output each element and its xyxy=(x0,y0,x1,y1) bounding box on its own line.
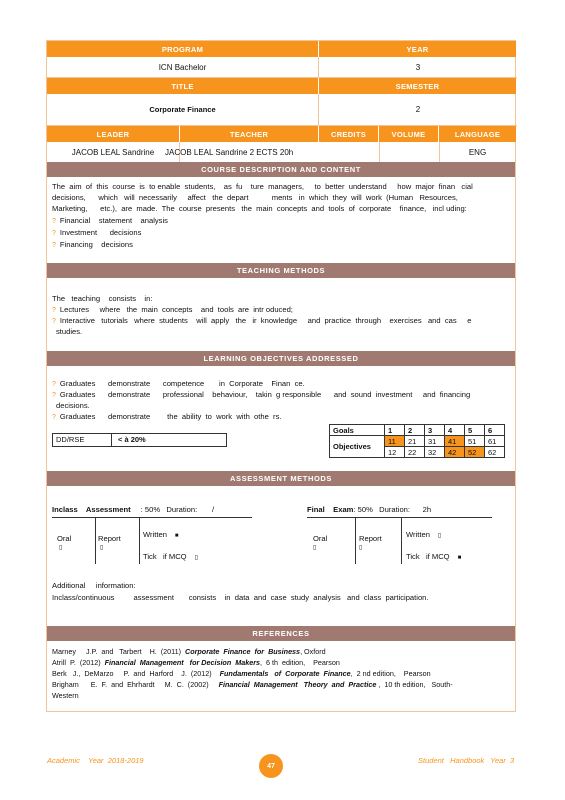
reference-4: Brigham E. F. and Ehrhardt M. C. (2002) Financial Management Theory and Practice , 10 th edition, South- xyxy=(52,680,453,689)
section-learning-objectives: LEARNING OBJECTIVES ADDRESSED xyxy=(47,351,515,366)
teaching-bullet-2: ? Interactive tutorials where students will apply the ir knowledge and practice through exercises and cas e xyxy=(52,316,472,325)
final-top-rule xyxy=(307,517,492,518)
ddrse-label: DD/RSE xyxy=(56,435,85,444)
inclass-oral-checkbox[interactable]: ▯ xyxy=(59,545,63,551)
bullet-icon: ? xyxy=(52,242,56,249)
goals-label: Goals xyxy=(330,425,385,436)
objective-bullet-1: ? Graduates demonstrate competence in Corporate Finan ce. xyxy=(52,379,305,388)
year-value: 3 xyxy=(319,57,517,78)
goal-number: 5 xyxy=(465,425,485,436)
inclass-report-checkbox[interactable]: ▯ xyxy=(100,545,104,551)
objective-cell: 62 xyxy=(485,447,505,458)
goal-number: 4 xyxy=(445,425,465,436)
inclass-oral: Oral xyxy=(57,534,72,543)
additional-info-text: Inclass/continuous assessment consists in data and case study analysis and class participation. xyxy=(52,593,429,602)
inclass-written: Written ■ xyxy=(143,530,179,539)
volume-label: VOLUME xyxy=(379,126,439,142)
course-sheet xyxy=(46,40,516,712)
credits-value xyxy=(379,142,380,162)
footer-handbook: Student Handbook Year 3 xyxy=(418,756,515,765)
ddrse-value: < à 20% xyxy=(118,435,146,444)
ddrse-divider xyxy=(111,434,112,446)
year-label: YEAR xyxy=(319,41,516,57)
reference-1: Marney J.P. and Tarbert H. (2011) Corporate Finance for Business, Oxford xyxy=(52,647,326,656)
final-report: Report xyxy=(359,534,382,543)
inclass-divider-2 xyxy=(139,518,140,564)
final-divider-1 xyxy=(355,518,356,564)
course-description-line2: decisions, which will necessarily affect the depart ments in which they will work (Human Resources, xyxy=(52,193,458,202)
section-teaching-methods: TEACHING METHODS xyxy=(47,263,515,278)
objectives-label: Objectives xyxy=(330,436,385,458)
bullet-icon: ? xyxy=(52,414,56,421)
goal-number: 3 xyxy=(425,425,445,436)
reference-2: Atrill P. (2012) Financial Management for Decision Makers, 6 th edition, Pearson xyxy=(52,658,340,667)
goals-table xyxy=(329,424,505,458)
objective-bullet-3: ? Graduates demonstrate the ability to work with othe rs. xyxy=(52,412,282,421)
bullet-icon: ? xyxy=(52,230,56,237)
page-number: 47 xyxy=(267,762,275,770)
additional-info-label: Additional information: xyxy=(52,581,136,590)
page-number-badge xyxy=(259,754,283,778)
final-tick-mcq: Tick if MCQ ■ xyxy=(406,552,462,561)
objective-cell: 31 xyxy=(425,436,445,447)
teaching-intro: The teaching consists in: xyxy=(52,294,153,303)
course-description-line1: The aim of this course is to enable students, as fu ture managers, to better understand how major finan cial xyxy=(52,182,473,191)
inclass-assessment: Inclass Assessment : 50% Duration: / xyxy=(52,505,215,514)
title-label: TITLE xyxy=(47,78,319,94)
objectives-row-1 xyxy=(330,436,505,447)
leader-label: LEADER xyxy=(47,126,180,142)
final-mcq-checkbox[interactable]: ■ xyxy=(457,555,462,561)
inclass-tick-mcq: Tick if MCQ ▯ xyxy=(143,552,198,561)
credits-label: CREDITS xyxy=(319,126,379,142)
course-bullet-2: ? Investment decisions xyxy=(52,228,142,237)
final-report-checkbox[interactable]: ▯ xyxy=(359,545,363,551)
teaching-bullet-2-cont: studies. xyxy=(56,327,83,336)
language-value: ENG xyxy=(468,147,487,157)
inclass-top-rule xyxy=(52,517,252,518)
inclass-written-checkbox[interactable]: ■ xyxy=(174,533,179,539)
bullet-icon: ? xyxy=(52,307,56,314)
inclass-divider-1 xyxy=(95,518,96,564)
objective-cell: 41 xyxy=(445,436,465,447)
bullet-icon: ? xyxy=(52,381,56,388)
section-references: REFERENCES xyxy=(47,626,515,641)
ddrse-box xyxy=(52,433,227,447)
goal-number: 2 xyxy=(405,425,425,436)
semester-value: 2 xyxy=(319,94,517,126)
final-oral-checkbox[interactable]: ▯ xyxy=(313,545,317,551)
title-value: Corporate Finance xyxy=(47,94,319,126)
reference-4-cont: Western xyxy=(52,691,79,700)
final-written-checkbox[interactable]: ▯ xyxy=(437,533,442,539)
bullet-icon: ? xyxy=(52,218,56,225)
objective-bullet-2-cont: decisions. xyxy=(56,401,90,410)
goals-row xyxy=(330,425,505,436)
goal-number: 6 xyxy=(485,425,505,436)
objective-cell: 11 xyxy=(385,436,405,447)
final-oral: Oral xyxy=(313,534,328,543)
objective-cell: 21 xyxy=(405,436,425,447)
final-written: Written ▯ xyxy=(406,530,442,539)
course-bullet-1: ? Financial statement analysis xyxy=(52,216,168,225)
reference-3: Berk J., DeMarzo P. and Harford J. (2012) Fundamentals of Corporate Finance, 2 nd edition, Pearson xyxy=(52,669,431,678)
inclass-mcq-checkbox[interactable]: ▯ xyxy=(194,555,198,561)
objective-cell: 61 xyxy=(485,436,505,447)
teacher-label: TEACHER xyxy=(180,126,319,142)
objective-cell: 22 xyxy=(405,447,425,458)
objective-cell: 52 xyxy=(465,447,485,458)
course-bullet-3: ? Financing decisions xyxy=(52,240,133,249)
objective-cell: 12 xyxy=(385,447,405,458)
objective-cell: 32 xyxy=(425,447,445,458)
bullet-icon: ? xyxy=(52,392,56,399)
section-course-description: COURSE DESCRIPTION AND CONTENT xyxy=(47,162,515,177)
goal-number: 1 xyxy=(385,425,405,436)
course-description-line3: Marketing, etc.), are made. The course presents the main concepts and tools of corporate finance, incl uding: xyxy=(52,204,467,213)
program-value: ICN Bachelor xyxy=(47,57,319,78)
objective-cell: 42 xyxy=(445,447,465,458)
teacher-value: JACOB LEAL Sandrine 2 ECTS 20h xyxy=(165,147,294,157)
program-label: PROGRAM xyxy=(47,41,319,57)
inclass-report: Report xyxy=(98,534,121,543)
leader-value: JACOB LEAL Sandrine xyxy=(47,142,180,162)
objective-cell: 51 xyxy=(465,436,485,447)
bullet-icon: ? xyxy=(52,318,56,325)
language-label: LANGUAGE xyxy=(439,126,516,142)
final-exam: Final Exam: 50% Duration: 2h xyxy=(307,505,432,514)
section-assessment-methods: ASSESSMENT METHODS xyxy=(47,471,515,486)
final-divider-2 xyxy=(401,518,402,564)
objective-bullet-2: ? Graduates demonstrate professional behaviour, takin g responsible and sound investment and financing xyxy=(52,390,471,399)
semester-label: SEMESTER xyxy=(319,78,516,94)
footer-academic-year: Academic Year 2018-2019 xyxy=(47,756,144,765)
teaching-bullet-1: ? Lectures where the main concepts and tools are intr oduced; xyxy=(52,305,293,314)
